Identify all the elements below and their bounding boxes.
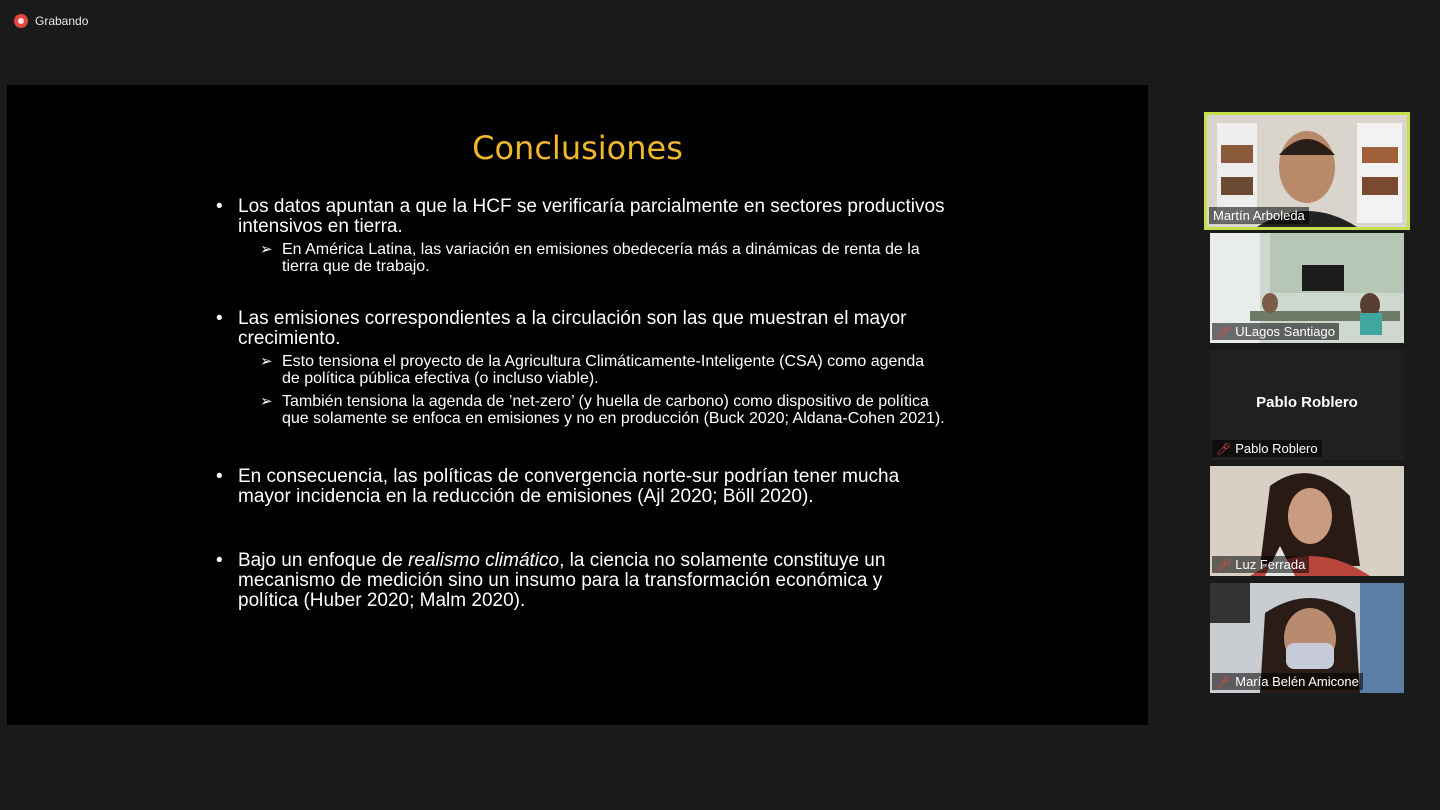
muted-mic-icon: 🎤︎ bbox=[1216, 674, 1232, 689]
muted-mic-icon: 🎤︎ bbox=[1216, 441, 1232, 456]
sub-bullet: ➢ En América Latina, las variación en emisiones obedecería más a dinámicas de renta de la tierra que de trabajo. bbox=[260, 241, 946, 275]
participant-name-tag: 🎤︎ Luz Ferrada bbox=[1212, 556, 1309, 573]
recording-label: Grabando bbox=[35, 14, 89, 28]
participant-video-ulagos[interactable] bbox=[1210, 233, 1404, 343]
record-icon bbox=[14, 14, 28, 28]
bullet-2: • Las emisiones correspondientes a la circulación son las que muestran el mayor crecimiento. ➢ Esto tensiona el proyecto de la Agricultura Climáticamente-Inteligente (CSA) como agenda de política pública efectiva (o incluso viable). ➢ También tensiona la agenda de ’net-zero’ (y huella de carbono) como dispositivo de política que solamente se enfoca en emisiones y no en producción (Buck 2020; Aldana-Cohen 2021). bbox=[216, 309, 946, 427]
bullet-4: • Bajo un enfoque de realismo climático, la ciencia no solamente constituye un mecanismo de medición sino un insumo para la transformación económica y política (Huber 2020; Malm 2020). bbox=[216, 551, 946, 611]
slide-bullets bbox=[216, 197, 946, 611]
slide-title: Conclusiones bbox=[472, 129, 683, 167]
participant-display-name: Pablo Roblero bbox=[1256, 394, 1358, 411]
recording-indicator bbox=[14, 14, 88, 28]
participant-name-tag: 🎤︎ ULagos Santiago bbox=[1212, 323, 1339, 340]
bullet-3: • En consecuencia, las políticas de convergencia norte-sur podrían tener mucha mayor incidencia en la reducción de emisiones (Ajl 2020; Böll 2020). bbox=[216, 467, 946, 507]
participant-video-pablo[interactable] bbox=[1210, 350, 1404, 460]
participant-name-tag: 🎤︎ Pablo Roblero bbox=[1212, 440, 1322, 457]
shared-screen-slide bbox=[7, 85, 1148, 725]
participant-video-maria[interactable] bbox=[1210, 583, 1404, 693]
muted-mic-icon: 🎤︎ bbox=[1216, 557, 1232, 572]
participant-name-tag: Martín Arboleda bbox=[1209, 207, 1309, 224]
muted-mic-icon: 🎤︎ bbox=[1216, 324, 1232, 339]
sub-bullet: ➢ Esto tensiona el proyecto de la Agricultura Climáticamente-Inteligente (CSA) como agenda de política pública efectiva (o incluso viable). bbox=[260, 353, 946, 387]
participant-video-luz[interactable] bbox=[1210, 466, 1404, 576]
sub-bullet: ➢ También tensiona la agenda de ’net-zero’ (y huella de carbono) como dispositivo de política que solamente se enfoca en emisiones y no en producción (Buck 2020; Aldana-Cohen 2021). bbox=[260, 393, 946, 427]
participant-video-martin[interactable] bbox=[1207, 115, 1407, 227]
participant-name-tag: 🎤︎ María Belén Amicone bbox=[1212, 673, 1363, 690]
bullet-1: • Los datos apuntan a que la HCF se verificaría parcialmente en sectores productivos intensivos en tierra. ➢ En América Latina, las variación en emisiones obedecería más a dinámicas de renta de la tierra que de trabajo. bbox=[216, 197, 946, 275]
